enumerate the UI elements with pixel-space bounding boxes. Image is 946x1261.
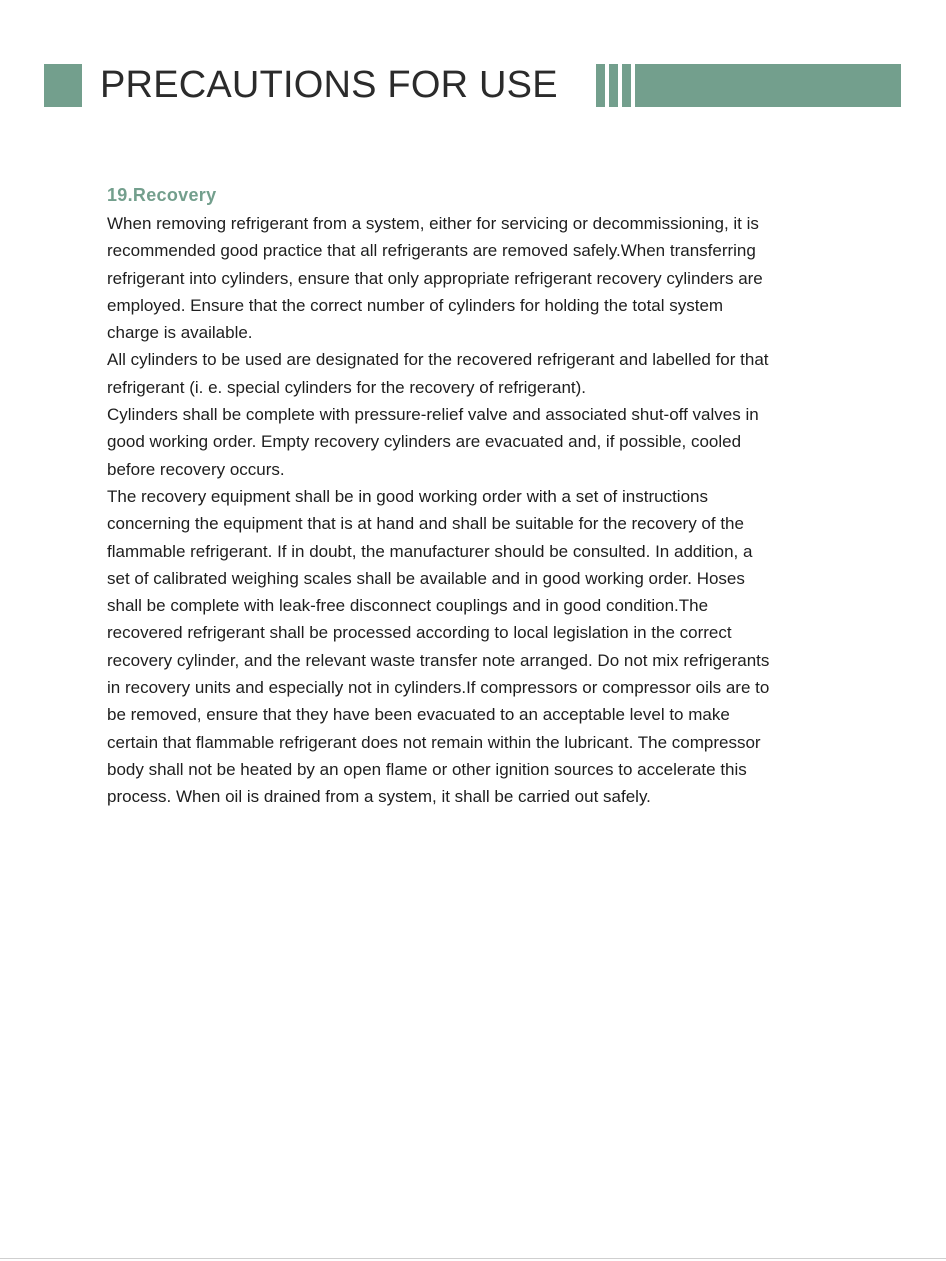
paragraph-recovery-equipment: The recovery equipment shall be in good working order with a set of instructions concerning the equipment that is at hand and shall be suitable for the recovery of the flammable refrigerant. If in doubt, the manufacturer should be consulted. In addition, a set of calibrated weighing scales shall be available and in good working order. Hoses shall be complete with leak-free disconnect couplings and in good condition.The recovered refrigerant shall be processed according to local legislation in the correct recovery cylinder, and the relevant waste transfer note arranged. Do not mix refrigerants in recovery units and especially not in cylinders.If compressors or compressor oils are to be removed, ensure that they have been evacuated to an acceptable level to make certain that flammable refrigerant does not remain within the lubricant. The compressor body shall not be heated by an open flame or other ignition sources to accelerate this process. When oil is drained from a system, it shall be carried out safely. [107, 486, 770, 807]
page-bottom-divider [0, 1258, 946, 1259]
section-heading: 19.Recovery [107, 185, 217, 205]
header-stripe [622, 64, 631, 107]
header-accent-bar [635, 64, 901, 107]
section-content [107, 180, 852, 811]
paragraph-cylinder-condition: Cylinders shall be complete with pressure-relief valve and associated shut-off valves in good working order. Empty recovery cylinders are evacuated and, if possible, cooled before recovery occurs. [107, 405, 759, 479]
page-title: PRECAUTIONS FOR USE [100, 64, 558, 106]
page-header [0, 0, 946, 120]
header-accent-block [44, 64, 82, 107]
paragraph-removal: When removing refrigerant from a system, either for servicing or decommissioning, it is recommended good practice that all refrigerants are removed safely.When transferring refrigerant into cylinders, ensure that only appropriate refrigerant recovery cylinders are employed. Ensure that the correct number of cylinders for holding the total system charge is available. [107, 214, 763, 343]
header-stripe [609, 64, 618, 107]
header-stripe [596, 64, 605, 107]
paragraph-cylinder-designation: All cylinders to be used are designated for the recovered refrigerant and labelled for that refrigerant (i. e. special cylinders for the recovery of refrigerant). [107, 350, 769, 397]
